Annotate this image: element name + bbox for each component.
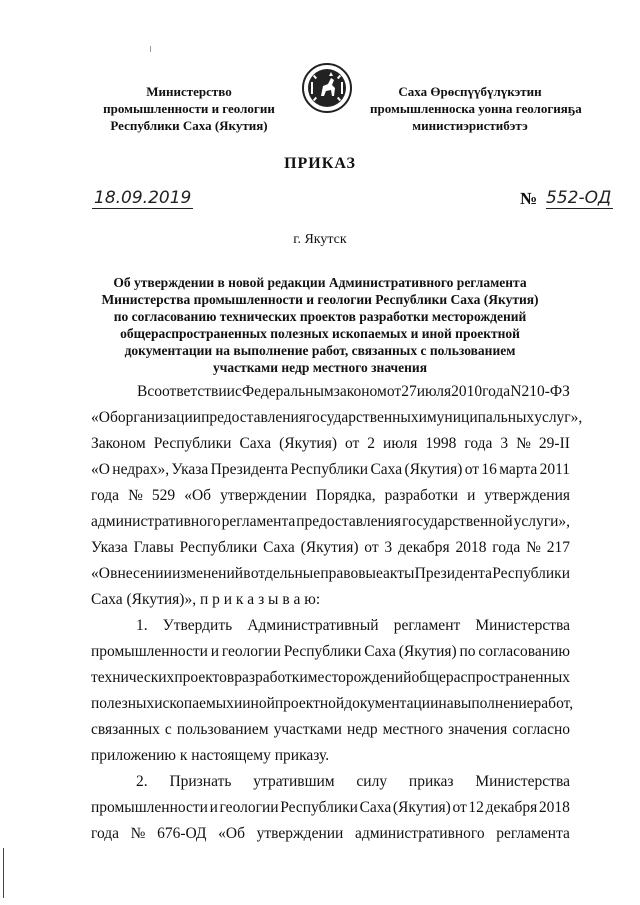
word: Президента xyxy=(414,565,493,582)
word: N xyxy=(510,383,522,400)
word: соответствии xyxy=(147,383,235,400)
subject-line: по согласованию технических проектов разработки месторождений xyxy=(113,309,527,324)
word: утверждении xyxy=(220,487,307,504)
word: Саха xyxy=(239,435,272,452)
subject-line: общераспространенных полезных ископаемых и иной проектной xyxy=(120,326,520,341)
word: Саха xyxy=(359,799,392,816)
word: Республики xyxy=(280,799,358,816)
word: геологии xyxy=(221,643,281,660)
word: с xyxy=(164,721,172,738)
word: регламент xyxy=(393,617,461,634)
ministry-name-russian xyxy=(84,83,294,134)
word: «Об xyxy=(91,409,118,426)
word: (Якутия) xyxy=(398,643,457,660)
ministry-name-line: промышленноска уонна геологияҕа xyxy=(370,101,582,116)
word: и xyxy=(418,409,427,426)
word: приложению к настоящему приказу. xyxy=(91,747,330,764)
ministry-name-line: министиэристибэтэ xyxy=(412,118,528,133)
word: 210-ФЗ xyxy=(521,383,570,400)
item-1-line xyxy=(136,616,570,636)
word: и xyxy=(233,695,243,712)
word: Законом xyxy=(91,435,146,452)
word: 1998 xyxy=(425,435,457,452)
word: с xyxy=(235,383,242,400)
city-line: г. Якутск xyxy=(293,232,347,247)
word: «О xyxy=(91,461,110,478)
word: технических xyxy=(91,669,175,686)
word: от xyxy=(464,461,480,478)
preamble-line xyxy=(91,486,570,506)
word: (Якутия) xyxy=(404,461,463,478)
preamble-line xyxy=(137,382,570,402)
word: предоставления xyxy=(296,513,402,530)
word: 29-II xyxy=(538,435,570,452)
word: Министерства xyxy=(475,617,570,634)
item-1-line xyxy=(91,694,574,714)
word: декабря xyxy=(397,539,450,556)
word: Признать xyxy=(169,773,232,790)
word: работ, xyxy=(533,695,574,712)
preamble-line xyxy=(91,564,570,584)
word: Министерства xyxy=(475,773,570,790)
subject-line: Об утверждении в новой редакции Административного регламента xyxy=(113,275,527,290)
word: Утвердить xyxy=(162,617,233,634)
word: административного xyxy=(91,513,221,530)
word: недрах», xyxy=(112,461,170,478)
word: муниципальных xyxy=(426,409,535,426)
scan-edge-mark xyxy=(3,848,4,898)
word: промышленности xyxy=(91,799,208,816)
word: года xyxy=(91,487,120,504)
scan-mark xyxy=(150,46,151,52)
word: и xyxy=(210,643,220,660)
order-number-label: № xyxy=(520,189,538,208)
word: марта xyxy=(499,461,538,478)
word: услуги», xyxy=(513,513,570,530)
word: Указа xyxy=(171,461,209,478)
word: Федеральным xyxy=(241,383,334,400)
word: 2010 xyxy=(451,383,483,400)
word: 2011 xyxy=(539,461,570,478)
word: и xyxy=(209,799,218,816)
ministry-name-line: Министерство xyxy=(146,84,232,99)
word: и xyxy=(467,487,476,504)
word: 3 xyxy=(384,539,393,556)
word: утратившим xyxy=(253,773,335,790)
word: согласованию xyxy=(478,643,570,660)
word: выполнение xyxy=(453,695,534,712)
word: административного xyxy=(354,825,485,842)
subject-line: документации на выполнение работ, связанных с пользованием xyxy=(124,343,516,358)
word: иной xyxy=(242,695,275,712)
order-date-handwritten: 18.09.2019 xyxy=(94,188,192,208)
word: по xyxy=(459,643,476,660)
word: утверждении xyxy=(256,825,344,842)
word: от xyxy=(452,799,467,816)
word: № xyxy=(516,435,531,452)
word: месторождений xyxy=(307,669,412,686)
word: предоставления xyxy=(201,409,306,426)
word: государственных xyxy=(305,409,419,426)
word: Саха xyxy=(370,461,403,478)
order-number-handwritten: 552-ОД xyxy=(546,188,612,208)
word: Порядка, xyxy=(315,487,376,504)
word: 2018 xyxy=(455,539,487,556)
word: 12 xyxy=(468,799,484,816)
word: Саха xyxy=(364,643,396,660)
word: 16 xyxy=(481,461,497,478)
word: 2 xyxy=(367,435,376,452)
word: июля xyxy=(416,383,452,400)
word: связанных xyxy=(91,721,160,738)
word: законом xyxy=(333,383,387,400)
word: 3 xyxy=(500,435,509,452)
word: года xyxy=(492,539,521,556)
subject-line: участками недр местного значения xyxy=(212,360,428,375)
word: организации xyxy=(117,409,202,426)
word: от xyxy=(344,435,360,452)
word: общераспространенных xyxy=(411,669,570,686)
word: геологии xyxy=(219,799,279,816)
word: ископаемых xyxy=(154,695,234,712)
word: № xyxy=(128,487,143,504)
ministry-name-yakut xyxy=(370,83,582,134)
preamble-line xyxy=(91,434,570,454)
item-1-line xyxy=(91,746,570,766)
item-2-line xyxy=(136,772,570,792)
word: утверждения xyxy=(484,487,570,504)
ministry-name-line: промышленности и геологии xyxy=(103,101,275,116)
word: «Об xyxy=(218,825,245,842)
word: (Якутия) xyxy=(392,799,451,816)
item-1-line xyxy=(91,668,570,688)
word: силу xyxy=(356,773,388,790)
word: года xyxy=(464,435,493,452)
item-2-line xyxy=(91,824,570,844)
word: Республики xyxy=(283,643,362,660)
word: июля xyxy=(383,435,418,452)
word: на xyxy=(438,695,454,712)
word: Административный xyxy=(247,617,379,634)
word: участками xyxy=(273,721,342,738)
item-2-line xyxy=(91,798,570,818)
item-1-line xyxy=(91,720,570,740)
word: 676-ОД xyxy=(157,825,207,842)
word: проектов xyxy=(174,669,235,686)
word: регламента xyxy=(221,513,296,530)
word: (Якутия) xyxy=(279,435,337,452)
word: года xyxy=(482,383,511,400)
word: декабря xyxy=(485,799,538,816)
word: 1. xyxy=(136,617,148,634)
word: Указа xyxy=(91,539,128,556)
ministry-name-line: Саха Өрөспүүбүлүкэтин xyxy=(398,84,542,99)
word: 2018 xyxy=(538,799,570,816)
word: недр xyxy=(346,721,378,738)
order-subject xyxy=(90,274,550,376)
document-type-title: ПРИКАЗ xyxy=(284,155,356,172)
word: года xyxy=(91,825,120,842)
preamble-line xyxy=(91,538,570,558)
word: регламента xyxy=(496,825,570,842)
preamble-line xyxy=(91,512,570,532)
word: от xyxy=(386,383,402,400)
word: 217 xyxy=(546,539,570,556)
word: (Якутия) xyxy=(300,539,359,556)
word: № xyxy=(526,539,541,556)
word: внесении xyxy=(110,565,172,582)
word: Главы xyxy=(133,539,174,556)
word: государственной xyxy=(402,513,513,530)
word: 2. xyxy=(136,773,148,790)
word: Саха xyxy=(263,539,295,556)
word: «О xyxy=(91,565,110,582)
word: № xyxy=(130,825,146,842)
word: отдельные xyxy=(250,565,321,582)
word: «Об xyxy=(184,487,212,504)
word: приказ xyxy=(408,773,454,790)
word: значения xyxy=(448,721,508,738)
word: разработки xyxy=(234,669,308,686)
word: пользованием xyxy=(176,721,269,738)
word: 529 xyxy=(151,487,176,504)
word: полезных xyxy=(91,695,155,712)
word: разработки xyxy=(384,487,459,504)
word: правовые xyxy=(320,565,383,582)
word: Республики xyxy=(492,565,570,582)
word: Президента xyxy=(210,461,288,478)
word: услуг», xyxy=(534,409,583,426)
word: проектной xyxy=(274,695,345,712)
word: Республики xyxy=(153,435,232,452)
word: Саха (Якутия)», п р и к а з ы в а ю: xyxy=(91,591,321,608)
word: местного xyxy=(382,721,444,738)
word: изменений xyxy=(172,565,244,582)
subject-line: Министерства промышленности и геологии Республики Саха (Якутия) xyxy=(101,292,539,307)
ministry-name-line: Республики Саха (Якутия) xyxy=(110,118,268,133)
word: в xyxy=(243,565,251,582)
word: акты xyxy=(383,565,415,582)
word: Республики xyxy=(290,461,369,478)
preamble-line xyxy=(91,590,570,610)
yakutia-emblem-icon xyxy=(301,62,353,114)
word: В xyxy=(137,383,148,400)
word: 27 xyxy=(401,383,417,400)
word: согласно xyxy=(512,721,570,738)
item-1-line xyxy=(91,642,570,662)
preamble-line xyxy=(91,408,583,428)
preamble-line xyxy=(91,460,570,480)
word: промышленности xyxy=(91,643,208,660)
word: Республики xyxy=(179,539,258,556)
word: от xyxy=(364,539,379,556)
word: документации xyxy=(344,695,439,712)
